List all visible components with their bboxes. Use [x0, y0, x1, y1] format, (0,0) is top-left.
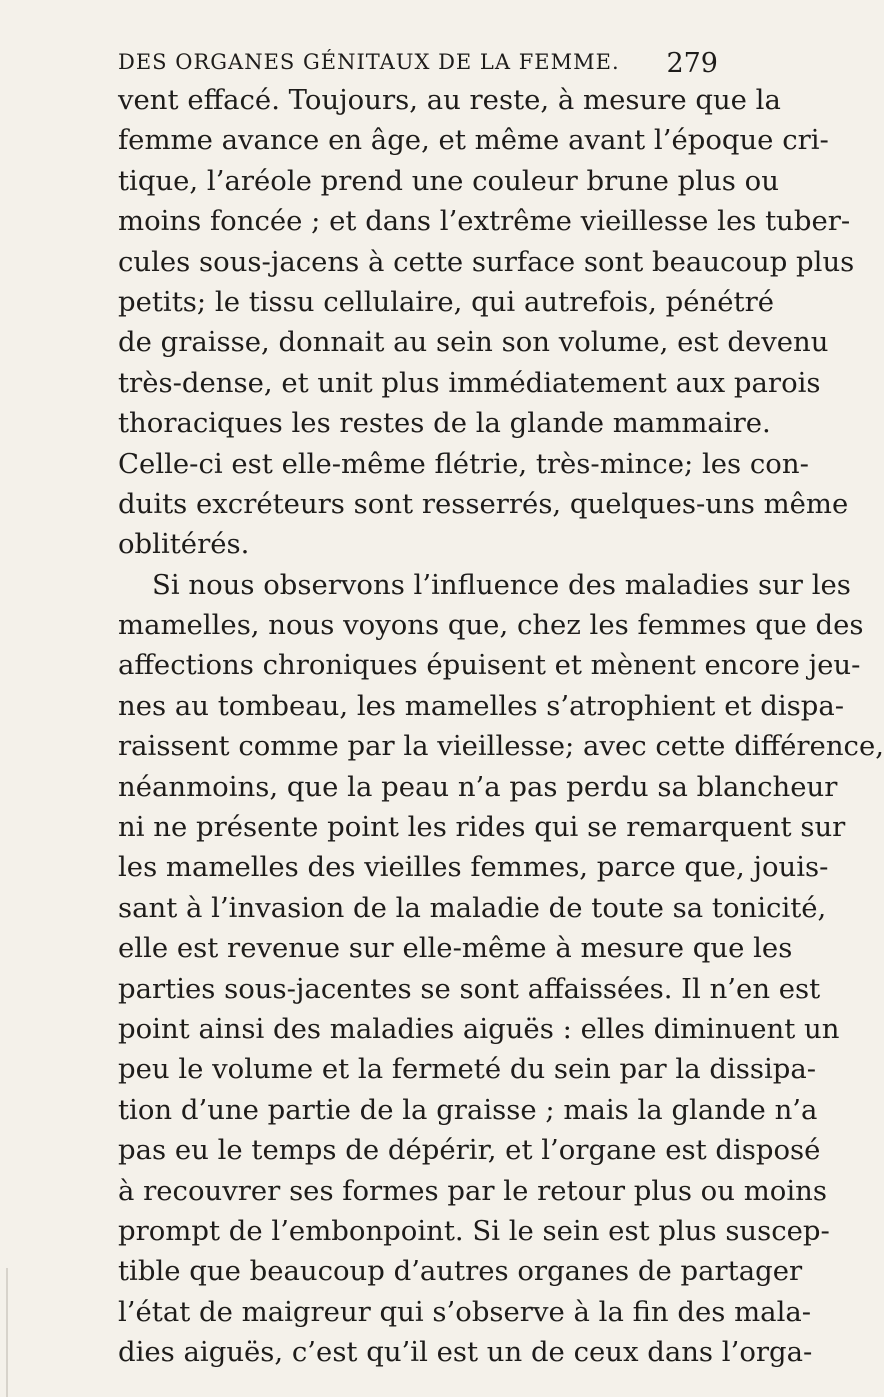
text-line: sant à l’invasion de la maladie de toute sa tonicité,	[118, 891, 827, 924]
text-line: dies aiguës, c’est qu’il est un de ceux dans l’orga-	[118, 1336, 813, 1369]
text-line: elle est revenue sur elle-même à mesure que les	[118, 932, 793, 965]
text-line: duits excréteurs sont resserrés, quelques-uns même	[118, 487, 849, 520]
text-line: les mamelles des vieilles femmes, parce que, jouis-	[118, 851, 829, 884]
text-line: parties sous-jacentes se sont affaissées. Il n’en est	[118, 972, 821, 1005]
text-line: petits; le tissu cellulaire, qui autrefois, pénétré	[118, 285, 774, 318]
text-line: de graisse, donnait au sein son volume, est devenu	[118, 326, 829, 359]
page-number: 279	[666, 48, 718, 79]
text-line: ni ne présente point les rides qui se remarquent sur	[118, 811, 846, 844]
text-line: cules sous-jacens à cette surface sont beaucoup plus	[118, 245, 855, 278]
text-line: affections chroniques épuisent et mènent encore jeu-	[118, 649, 861, 682]
text-line: tique, l’aréole prend une couleur brune plus ou	[118, 164, 779, 197]
text-line: oblitérés.	[118, 528, 250, 561]
body-text	[118, 80, 884, 1373]
text-line: néanmoins, que la peau n’a pas perdu sa blancheur	[118, 770, 838, 803]
paragraph-start-line: Si nous observons l’influence des maladies sur les	[152, 568, 851, 601]
text-line: Celle-ci est elle-même flétrie, très-mince; les con-	[118, 447, 809, 480]
text-line: raissent comme par la vieillesse; avec cette différence,	[118, 730, 884, 763]
text-line: moins foncée ; et dans l’extrême vieillesse les tuber-	[118, 205, 851, 238]
text-line: tible que beaucoup d’autres organes de partager	[118, 1255, 803, 1288]
text-line: l’état de maigreur qui s’observe à la fin des mala-	[118, 1295, 812, 1328]
text-line: thoraciques les restes de la glande mammaire.	[118, 407, 771, 440]
text-line: prompt de l’embonpoint. Si le sein est plus suscep-	[118, 1214, 830, 1247]
text-line: pas eu le temps de dépérir, et l’organe est disposé	[118, 1134, 821, 1167]
text-line: à recouvrer ses formes par le retour plus ou moins	[118, 1174, 827, 1207]
text-line: vent effacé. Toujours, au reste, à mesure que la	[118, 84, 781, 116]
text-line: mamelles, nous voyons que, chez les femmes que des	[118, 609, 864, 642]
text-line: tion d’une partie de la graisse ; mais la glande n’a	[118, 1093, 818, 1126]
text-line: femme avance en âge, et même avant l’époque cri-	[118, 124, 829, 157]
text-line: point ainsi des maladies aiguës : elles diminuent un	[118, 1012, 840, 1045]
text-line: nes au tombeau, les mamelles s’atrophient et dispa-	[118, 689, 845, 722]
running-title: DES ORGANES GÉNITAUX DE LA FEMME.	[118, 50, 620, 74]
text-line: peu le volume et la fermeté du sein par la dissipa-	[118, 1053, 817, 1086]
text-line: très-dense, et unit plus immédiatement aux parois	[118, 366, 821, 399]
page-edge-mark	[6, 1268, 8, 1397]
